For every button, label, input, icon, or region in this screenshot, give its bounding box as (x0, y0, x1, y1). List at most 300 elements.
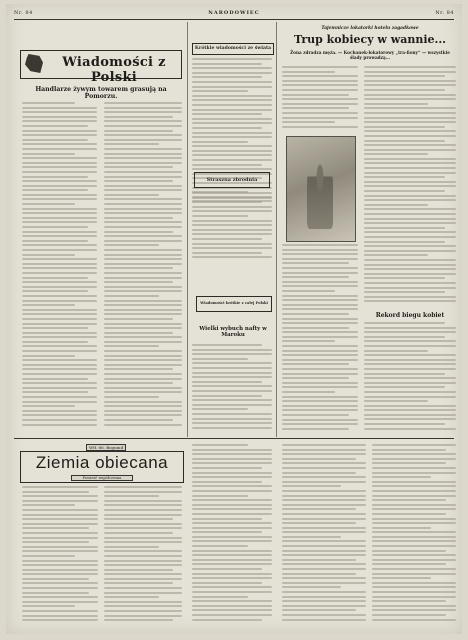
text-line (364, 199, 456, 201)
right-text-c (364, 66, 456, 306)
text-line (364, 213, 456, 215)
text-line (22, 125, 88, 127)
text-line (282, 577, 366, 579)
text-line (282, 368, 358, 370)
text-line (192, 408, 248, 410)
serial-text-c (192, 444, 272, 626)
text-line (192, 508, 272, 510)
text-line (282, 527, 366, 529)
right-headline: Trup kobiecy w wannie... (293, 33, 446, 46)
text-line (364, 153, 428, 155)
text-line (22, 272, 97, 274)
text-line (22, 578, 89, 580)
text-line (192, 145, 272, 147)
text-line (104, 509, 182, 511)
text-line (192, 550, 272, 552)
text-line (364, 158, 456, 160)
text-line (104, 194, 159, 196)
text-line (364, 222, 456, 224)
text-line (104, 244, 159, 246)
text-line (104, 368, 173, 370)
text-line (282, 89, 358, 91)
text-line (364, 336, 445, 338)
text-line (22, 355, 75, 357)
text-line (364, 176, 445, 178)
serial-text-b (104, 486, 182, 626)
text-line (282, 285, 358, 287)
text-line (282, 299, 358, 301)
right-text-d (364, 322, 456, 434)
text-line (282, 313, 349, 315)
left-text-col-b (104, 102, 182, 432)
text-line (364, 103, 428, 105)
text-line (104, 378, 182, 380)
text-line (372, 609, 456, 611)
text-line (22, 615, 98, 617)
text-line (22, 500, 98, 502)
text-line (104, 116, 173, 118)
text-line (364, 89, 445, 91)
text-line (192, 229, 272, 231)
text-line (282, 322, 358, 324)
text-line (22, 258, 97, 260)
text-line (104, 130, 173, 132)
text-line (104, 587, 182, 589)
text-line (22, 176, 88, 178)
text-line (104, 355, 182, 357)
text-line (192, 481, 262, 483)
text-line (192, 349, 272, 351)
text-line (282, 290, 335, 292)
text-line (282, 563, 366, 565)
text-line (192, 582, 262, 584)
middle-text-mid (192, 192, 272, 264)
text-line (372, 568, 456, 570)
text-line (372, 527, 431, 529)
text-line (192, 605, 272, 607)
text-line (104, 102, 182, 104)
text-line (282, 600, 366, 602)
text-line (22, 605, 75, 607)
text-line (22, 203, 75, 205)
text-line (104, 208, 182, 210)
text-line (192, 499, 272, 501)
text-line (104, 345, 159, 347)
text-line (22, 277, 88, 279)
text-line (282, 522, 356, 524)
text-line (282, 354, 358, 356)
text-line (104, 546, 159, 548)
text-line (104, 336, 182, 338)
text-line (372, 467, 456, 469)
text-line (192, 141, 248, 143)
text-line (364, 185, 456, 187)
text-line (22, 267, 97, 269)
text-line (282, 554, 366, 556)
text-line (282, 591, 366, 593)
text-line (192, 224, 272, 226)
text-line (22, 391, 88, 393)
text-line (364, 71, 456, 73)
text-line (104, 605, 182, 607)
text-line (282, 540, 366, 542)
text-line (192, 164, 262, 166)
text-line (22, 323, 97, 325)
text-line (364, 373, 445, 375)
serial-kicker: Wtł. 86. Bogumił (86, 444, 126, 451)
text-line (22, 295, 97, 297)
text-line (372, 596, 456, 598)
text-line (282, 318, 358, 320)
text-line (192, 122, 272, 124)
left-text-col-a (22, 102, 97, 432)
portrait-figure (307, 156, 333, 229)
text-line (104, 277, 182, 279)
text-line (104, 601, 182, 603)
text-line (282, 386, 358, 388)
text-line (104, 350, 182, 352)
text-line (364, 359, 456, 361)
text-line (282, 504, 366, 506)
side-headline: Rekord biegu kobiet (375, 312, 445, 319)
text-line (104, 249, 182, 251)
text-line (372, 554, 456, 556)
text-line (372, 458, 456, 460)
text-line (104, 373, 182, 375)
text-line (372, 490, 456, 492)
text-line (364, 204, 428, 206)
text-line (104, 304, 182, 306)
text-line (104, 419, 173, 421)
text-line (22, 212, 97, 214)
text-line (22, 189, 88, 191)
text-line (372, 476, 431, 478)
text-line (364, 149, 456, 151)
text-line (104, 527, 182, 529)
text-line (364, 98, 456, 100)
text-line (22, 518, 98, 520)
text-line (282, 126, 358, 128)
text-line (22, 587, 98, 589)
text-line (22, 139, 88, 141)
text-line (104, 491, 182, 493)
text-line (104, 120, 182, 122)
text-line (282, 363, 349, 365)
text-line (192, 513, 272, 515)
text-line (104, 596, 159, 598)
world-news-box (192, 43, 274, 55)
text-line (282, 614, 366, 616)
text-line (22, 382, 97, 384)
text-line (282, 359, 358, 361)
text-line (364, 218, 456, 220)
text-line (192, 372, 272, 374)
text-line (282, 121, 335, 123)
text-line (282, 573, 356, 575)
short-news-title: Wiadomości krótkie z całej Polski (200, 301, 268, 305)
text-line (282, 112, 358, 114)
text-line (282, 545, 366, 547)
text-line (364, 400, 428, 402)
text-line (192, 536, 272, 538)
text-line (372, 481, 456, 483)
text-line (192, 418, 272, 420)
text-line (104, 300, 182, 302)
text-line (104, 254, 182, 256)
text-line (192, 527, 272, 529)
text-line (364, 327, 456, 329)
text-line (372, 550, 446, 552)
text-line (282, 559, 356, 561)
text-line (192, 522, 272, 524)
text-line (22, 318, 97, 320)
text-line (372, 573, 456, 575)
text-line (364, 66, 456, 68)
text-line (104, 180, 173, 182)
right-kicker: Tajemnicze lokatorki hotelu zagadkowe (321, 26, 419, 31)
text-line (22, 582, 98, 584)
text-line (192, 596, 248, 598)
text-line (104, 619, 173, 621)
text-line (282, 258, 358, 260)
text-line (192, 113, 262, 115)
text-line (192, 504, 272, 506)
text-line (372, 577, 431, 579)
text-line (282, 423, 358, 425)
text-line (22, 226, 88, 228)
text-line (192, 554, 272, 556)
text-line (282, 409, 358, 411)
text-line (104, 550, 182, 552)
world-news-title: Krótkie wiadomości ze świata (194, 46, 272, 51)
text-line (282, 249, 358, 251)
text-line (282, 396, 358, 398)
text-line (104, 532, 173, 534)
text-line (22, 180, 97, 182)
text-line (364, 84, 456, 86)
text-line (22, 405, 75, 407)
text-line (282, 414, 349, 416)
text-line (192, 99, 272, 101)
text-line (104, 212, 182, 214)
text-line (372, 536, 456, 538)
section-rule (14, 438, 454, 439)
text-line (104, 313, 182, 315)
text-line (22, 313, 97, 315)
text-line (282, 531, 366, 533)
text-line (104, 107, 182, 109)
text-line (282, 267, 358, 269)
text-line (192, 376, 272, 378)
text-line (192, 86, 272, 88)
text-line (364, 363, 456, 365)
text-line (22, 419, 97, 421)
text-line (22, 345, 97, 347)
text-line (104, 341, 182, 343)
text-line (104, 235, 182, 237)
text-line (192, 58, 272, 60)
text-line (104, 364, 182, 366)
text-line (104, 569, 173, 571)
text-line (282, 419, 358, 421)
text-line (104, 424, 182, 426)
text-line (282, 550, 366, 552)
text-line (22, 546, 98, 548)
text-line (104, 217, 173, 219)
serial-text-a (22, 486, 98, 626)
text-line (104, 267, 173, 269)
text-line (282, 340, 335, 342)
text-line (282, 75, 358, 77)
text-line (104, 332, 173, 334)
text-line (282, 449, 366, 451)
text-line (104, 359, 182, 361)
text-line (22, 107, 97, 109)
serial-subtitle: Powieść współczesna (71, 475, 133, 481)
text-line (22, 166, 97, 168)
text-line (192, 381, 262, 383)
text-line (192, 614, 272, 616)
text-line (282, 244, 358, 246)
text-line (104, 573, 182, 575)
text-line (22, 550, 98, 552)
text-line (192, 72, 272, 74)
text-line (104, 514, 182, 516)
text-line (22, 495, 98, 497)
text-line (364, 121, 456, 123)
text-line (364, 259, 456, 261)
text-line (364, 340, 456, 342)
text-line (22, 486, 98, 488)
text-line (192, 476, 272, 478)
text-line (192, 395, 262, 397)
text-line (282, 586, 341, 588)
text-line (104, 405, 182, 407)
text-line (372, 513, 446, 515)
text-line (282, 490, 366, 492)
text-line (282, 476, 366, 478)
text-line (372, 540, 456, 542)
text-line (282, 485, 341, 487)
text-line (22, 198, 97, 200)
text-line (192, 453, 272, 455)
text-line (22, 148, 97, 150)
text-line (22, 235, 97, 237)
text-line (282, 94, 349, 96)
text-line (192, 154, 272, 156)
text-line (192, 427, 272, 429)
text-line (282, 518, 366, 520)
text-line (22, 162, 97, 164)
text-line (282, 103, 358, 105)
right-text-b (282, 244, 358, 434)
text-line (104, 166, 173, 168)
text-line (372, 586, 456, 588)
text-line (192, 344, 262, 346)
text-line (282, 117, 358, 119)
woman-photo (286, 136, 356, 242)
text-line (192, 220, 272, 222)
text-line (22, 194, 97, 196)
text-line (372, 449, 446, 451)
text-line (22, 208, 97, 210)
text-line (282, 499, 366, 501)
text-line (192, 252, 262, 254)
text-line (364, 241, 445, 243)
text-line (104, 564, 182, 566)
text-line (282, 327, 349, 329)
text-line (104, 286, 182, 288)
text-line (372, 444, 456, 446)
text-line (104, 295, 159, 297)
text-line (192, 619, 262, 621)
text-line (22, 221, 97, 223)
text-line (22, 527, 89, 529)
text-line (192, 247, 272, 249)
serial-text-d (282, 444, 366, 626)
text-line (282, 481, 366, 483)
text-line (104, 221, 182, 223)
short-news-box (196, 296, 272, 312)
text-line (282, 391, 335, 393)
text-line (372, 582, 456, 584)
text-line (192, 462, 272, 464)
text-line (364, 282, 456, 284)
text-line (192, 362, 272, 364)
text-line (22, 596, 98, 598)
text-line (192, 63, 262, 65)
text-line (104, 139, 182, 141)
text-line (22, 491, 89, 493)
text-line (22, 102, 75, 104)
text-line (192, 201, 262, 203)
text-line (372, 545, 456, 547)
text-line (104, 176, 182, 178)
text-line (192, 90, 248, 92)
text-line (104, 143, 159, 145)
text-line (364, 75, 445, 77)
text-line (364, 405, 456, 407)
text-line (192, 95, 272, 97)
text-line (364, 140, 445, 142)
text-line (282, 596, 366, 598)
text-line (192, 192, 272, 194)
text-line (192, 600, 272, 602)
text-line (192, 206, 272, 208)
text-line (192, 159, 272, 161)
masthead-title: Wiadomości z Polski (62, 55, 166, 85)
text-line (364, 162, 456, 164)
text-line (364, 227, 445, 229)
text-line (22, 387, 97, 389)
text-line (22, 569, 98, 571)
text-line (22, 217, 97, 219)
text-line (104, 318, 173, 320)
text-line (22, 424, 97, 426)
text-line (192, 215, 248, 217)
text-line (104, 323, 182, 325)
text-line (282, 605, 366, 607)
text-line (104, 560, 182, 562)
text-line (192, 76, 262, 78)
text-line (364, 250, 456, 252)
text-line (22, 309, 97, 311)
text-line (192, 118, 272, 120)
text-line (192, 233, 272, 235)
crime-box (194, 172, 270, 188)
text-line (282, 568, 366, 570)
text-line (192, 490, 272, 492)
